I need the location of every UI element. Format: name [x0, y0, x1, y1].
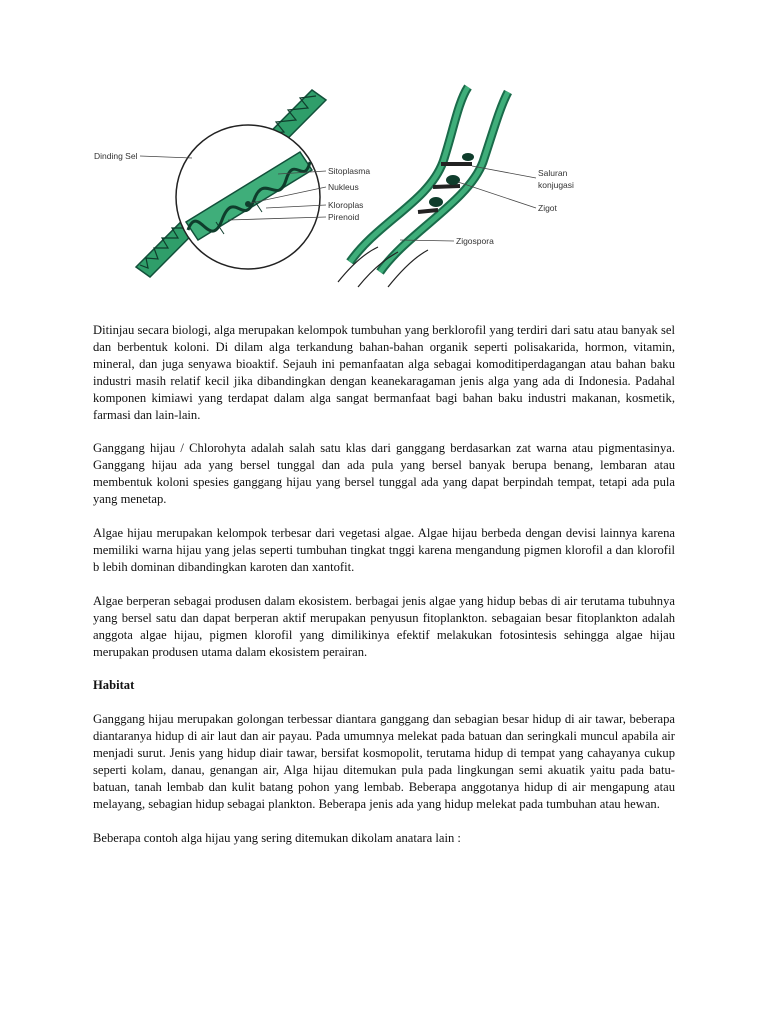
- label-saluran: Saluran: [538, 168, 568, 178]
- paragraph-produsen: Algae berperan sebagai produsen dalam ekosistem. berbagai jenis algae yang hidup bebas di air terutama tubuhnya yang bersel satu dan dapat berperan aktif merupakan penyusun fitoplankton. sebagaian besar fitoplankton adalah anggota algae hijau, pigmen klorofil yang dimilikinya efektif melakukan fotosintesis sehingga algae hijau merupakan produsen utama dalam ekosistem perairan.: [93, 593, 675, 659]
- paragraph-chlorophyta: Ganggang hijau / Chlorohyta adalah salah satu klas dari ganggang berdasarkan zat warna atau pigmentasinya. Ganggang hijau ada yang bersel tunggal dan ada pula yang bersel banyak berupa benang, lembaran atau membentuk koloni spesies ganggang hijau yang bersel tunggal ada yang dapat berpindah tempat, tetapi ada pula yang menetap.: [93, 441, 675, 507]
- label-konjugasi: konjugasi: [538, 180, 574, 190]
- paragraph-closing: Beberapa contoh alga hijau yang sering ditemukan dikolam anatara lain :: [93, 830, 461, 845]
- paragraph-habitat: Ganggang hijau merupakan golongan terbessar diantara ganggang dan sebagian besar hidup di air tawar, beberapa diantaranya hidup di air laut dan air payau. Pada umumnya melekat pada batuan dan seringkali muncul apabila air menjadi surut. Jenis yang hidup diair tawar, bersifat kosmopolit, terutama hidup di tempat yang cahayanya cukup seperti kolam, danau, genangan air, Alga hijau ditemukan pula pada lingkungan semi akuatik yaitu pada batu-batuan, tanah lembab dan kulit batang pohon yang lembab. Beberapa anggotanya hidup di air mengapung atau melayang, sebagian hidup sebagai plankton. Beberapa jenis ada yang hidup melekat pada tumbuhan atau hewan.: [93, 712, 675, 811]
- label-nukleus: Nukleus: [328, 182, 359, 192]
- label-sitoplasma: Sitoplasma: [328, 166, 371, 176]
- label-zigospora: Zigospora: [456, 236, 494, 246]
- label-pirenoid: Pirenoid: [328, 212, 360, 222]
- conjugation-filaments: [338, 87, 508, 287]
- paragraph-intro: Ditinjau secara biologi, alga merupakan kelompok tumbuhan yang berklorofil yang terdiri dari satu atau banyak sel dan berbentuk koloni. Di dilam alga terkandung bahan-bahan organik seperti polisakarida, hormon, vitamin, mineral, dan juga senyawa bioaktif. Sejauh ini pemanfaatan alga sebagai komoditiperdagangan atau bahan baku industri masih relatif kecil jika dibandingkan dengan keanekaragaman jenis alga yang ada di Indonesia. Padahal komponen kimiawi yang terdapat dalam alga sangat bermanfaat bagi bahan baku industri makanan, kosmetik, farmasi dan lain-lain.: [93, 323, 675, 422]
- label-zigot: Zigot: [538, 203, 557, 213]
- heading-habitat: Habitat: [93, 678, 135, 693]
- document-body: [93, 322, 675, 864]
- label-kloroplas: Kloroplas: [328, 200, 364, 210]
- alga-illustration: [88, 82, 608, 292]
- label-dinding-sel: Dinding Sel: [94, 151, 138, 161]
- paragraph-algae-hijau: Algae hijau merupakan kelompok terbesar dari vegetasi algae. Algae hijau berbeda dengan devisi lainnya karena memiliki warna hijau yang jelas seperti tumbuhan tingkat tnggi karena mengandung pigmen klorofil a dan klorofil b lebih dominan dibandingkan karoten dan xantofit.: [93, 526, 675, 574]
